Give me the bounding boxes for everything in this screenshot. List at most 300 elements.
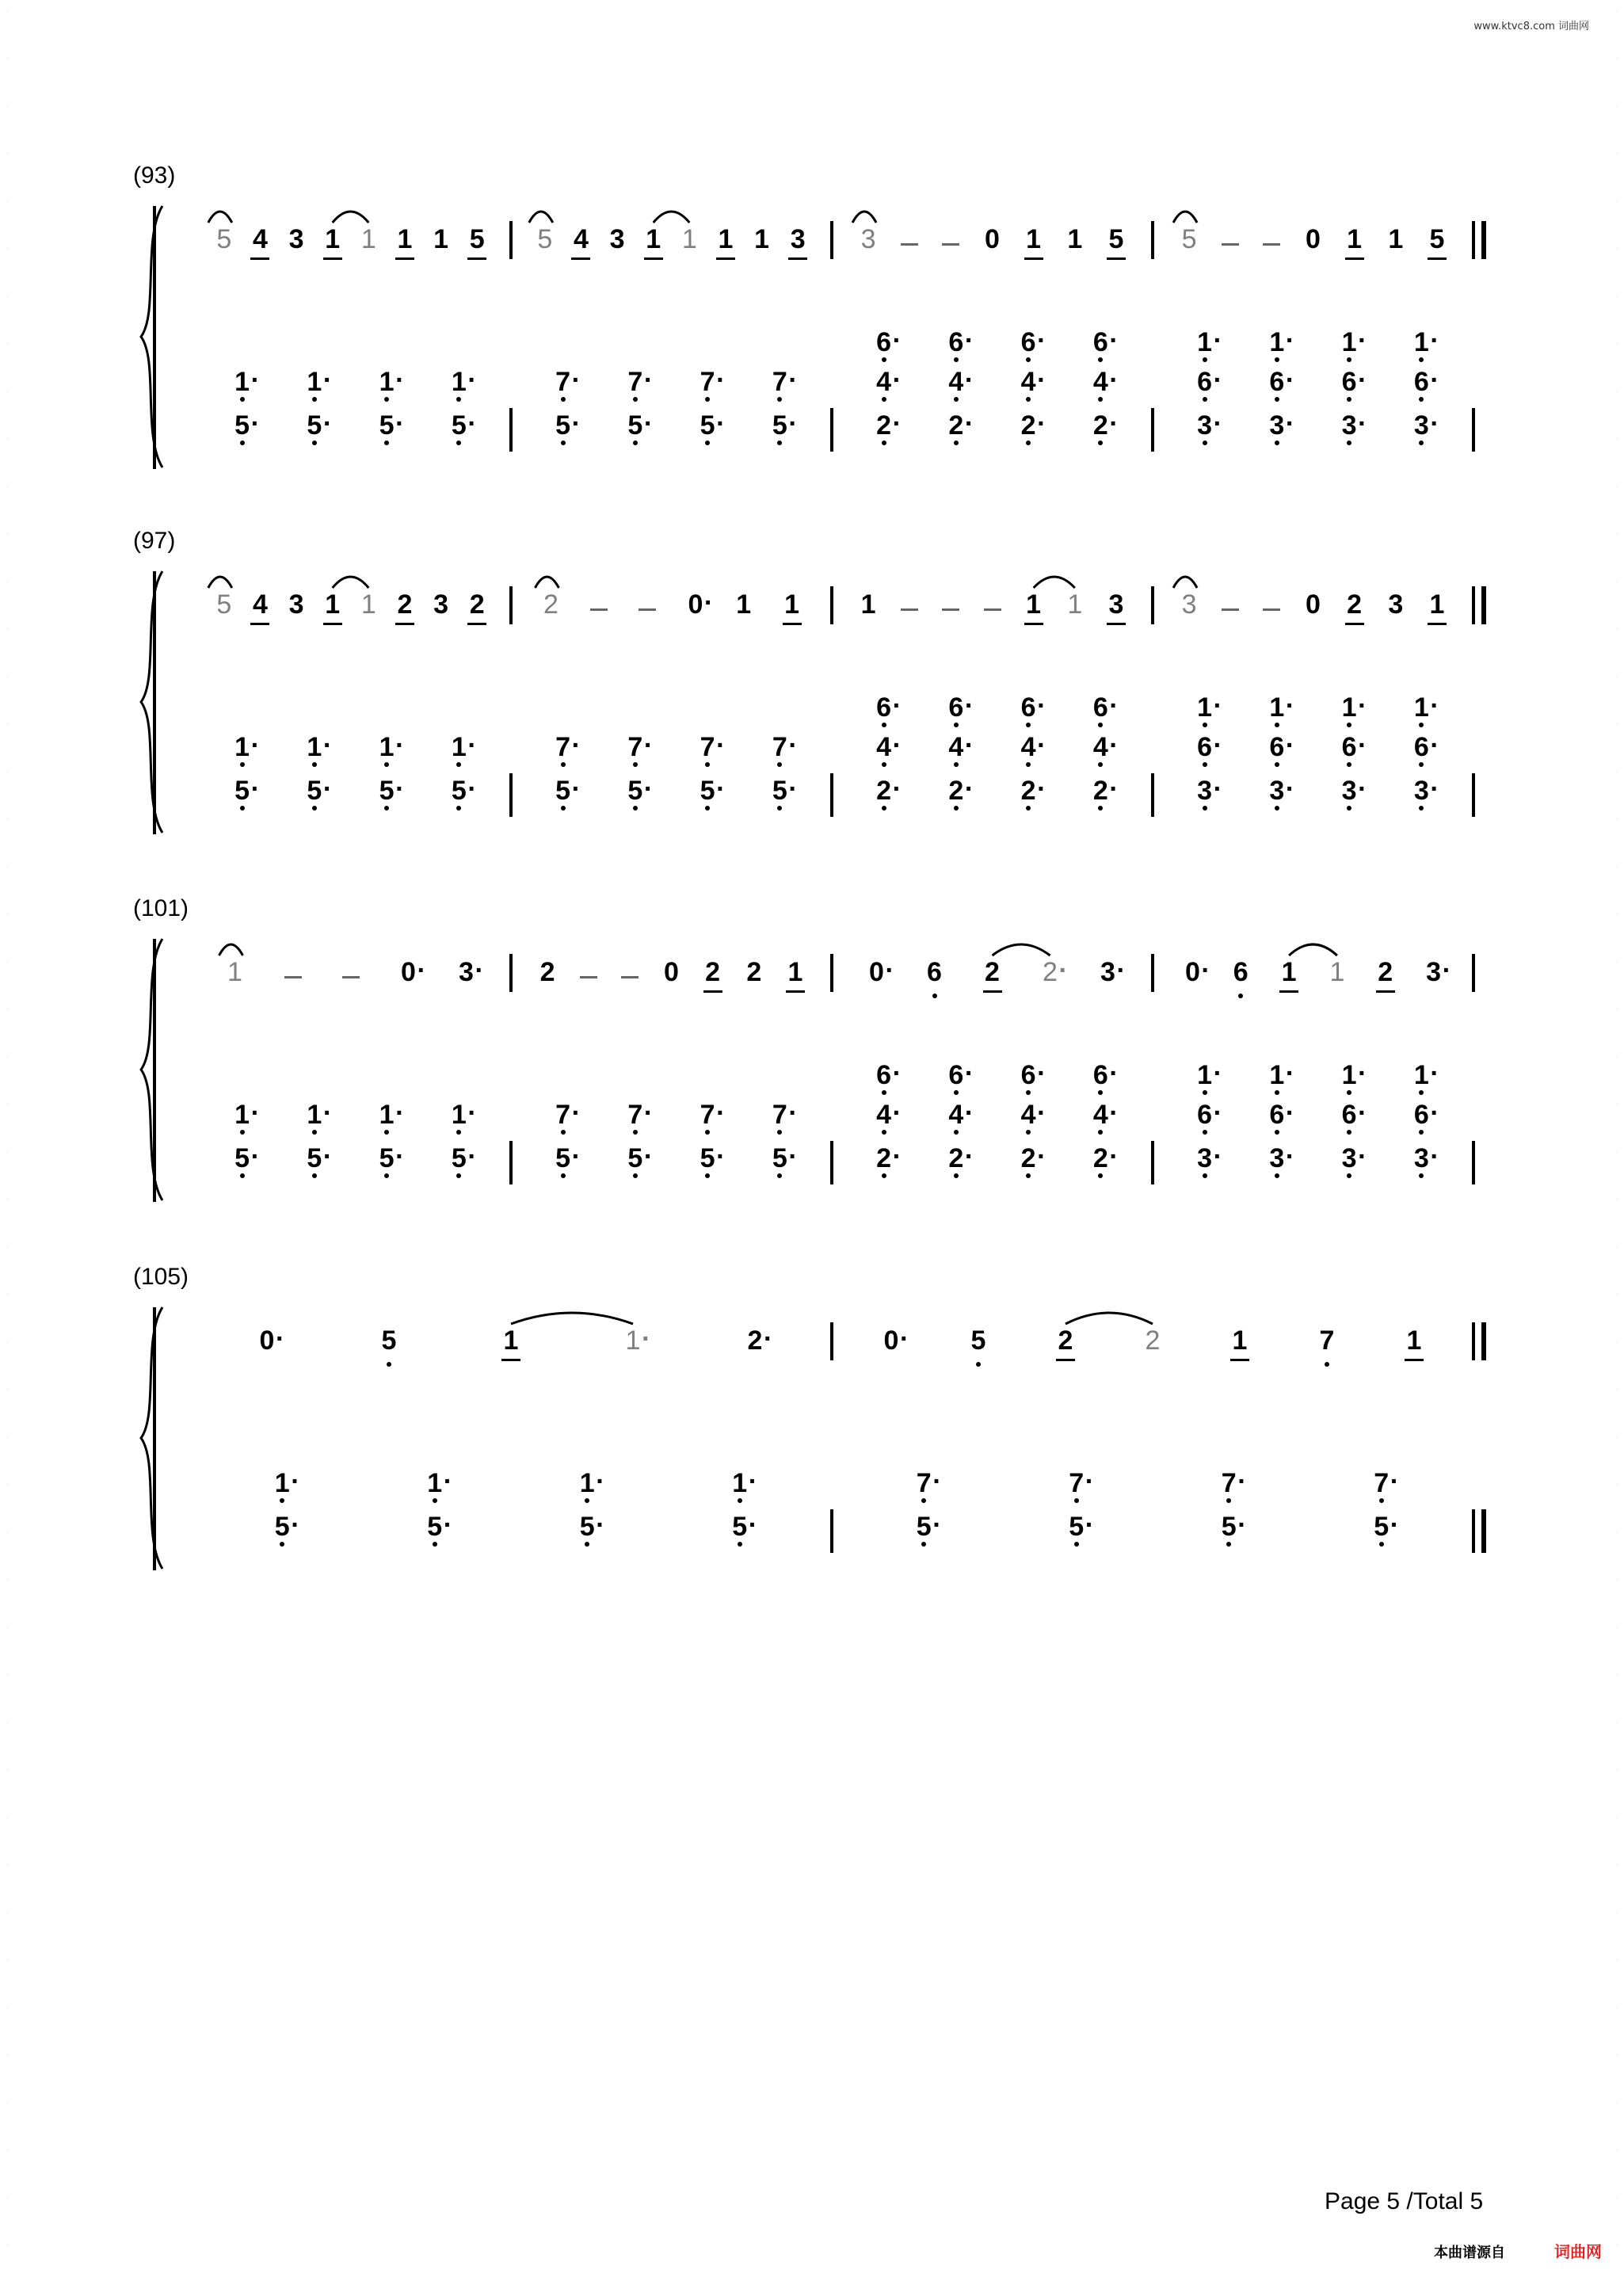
augmentation-dot: · (1116, 956, 1126, 986)
bass-note: 1 · (372, 1101, 401, 1128)
bass-note: 1 · (726, 1470, 754, 1497)
watermark-glyph: · (1615, 1719, 1618, 1727)
system-brace (141, 1307, 162, 1569)
augmentation-dot: · (1109, 1142, 1119, 1172)
bass-note: 7 · (549, 1101, 578, 1128)
watermark-glyph: · (6, 911, 9, 919)
bass-note: 5 · (300, 1145, 329, 1172)
augmentation-dot: · (964, 326, 974, 356)
bass-note: 5 · (1062, 1513, 1091, 1540)
melody-note: 5 (1102, 226, 1130, 253)
watermark-glyph: · (6, 769, 9, 776)
bass-note: 4 · (942, 734, 970, 761)
bass-note: 5 · (300, 777, 329, 804)
augmentation-dot: · (1285, 1058, 1295, 1089)
melody-note: 1 (1423, 591, 1451, 618)
melody-note: 2 (391, 591, 419, 618)
bass-note: 6 · (1191, 1101, 1219, 1128)
watermark-glyph: · (1615, 198, 1618, 206)
augmentation-dot: · (643, 1142, 654, 1172)
bass-note: 5 · (228, 412, 257, 439)
bass-note: 3 · (1407, 412, 1435, 439)
melody-note: 0 (664, 957, 679, 987)
bass-note: 1 · (444, 1101, 473, 1128)
augmentation-dot: · (1058, 956, 1068, 986)
bass-note: 6 · (1335, 1101, 1363, 1128)
tie-slur (1289, 944, 1337, 956)
bass-note: 7 · (693, 734, 722, 761)
bass-note: 2 · (870, 412, 898, 439)
watermark-glyph: · (1615, 1196, 1618, 1204)
bass-note: 7 · (909, 1470, 938, 1497)
bass-note: 6 · (1407, 1101, 1435, 1128)
bass-note: 6 · (1407, 368, 1435, 395)
bass-note: 5 · (444, 1145, 473, 1172)
melody-note: 5 (216, 224, 232, 254)
melody-note: 4 (246, 226, 274, 253)
bass-note: 2 · (1014, 777, 1043, 804)
watermark-glyph: · (6, 1006, 9, 1014)
tie-slur (208, 212, 232, 223)
melody-note: 1 (391, 226, 419, 253)
augmentation-dot: · (250, 1142, 260, 1172)
bass-note: 6 · (870, 1062, 898, 1089)
augmentation-dot: · (643, 1098, 654, 1128)
melody-note: 1 (1067, 224, 1083, 254)
augmentation-dot: · (764, 1324, 773, 1354)
augmentation-dot: · (964, 1058, 974, 1089)
augmentation-dot: · (1358, 691, 1367, 721)
bass-note: 5 · (693, 777, 722, 804)
watermark-glyph: · (1615, 55, 1618, 63)
bass-note: 3 · (1263, 412, 1291, 439)
watermark-glyph: · (6, 864, 9, 872)
augmentation-dot: · (964, 1142, 974, 1172)
bass-note: 7 · (549, 368, 578, 395)
watermark-glyph: · (6, 1149, 9, 1157)
watermark-glyph: · (1615, 2147, 1618, 2155)
augmentation-dot: · (395, 365, 405, 395)
bass-note: 6 · (942, 1062, 970, 1089)
augmentation-dot: · (1037, 1098, 1046, 1128)
augmentation-dot: · (892, 326, 902, 356)
bass-note: 5 · (621, 412, 650, 439)
augmentation-dot: · (1109, 730, 1119, 761)
augmentation-dot: · (322, 365, 333, 395)
watermark-glyph: · (1615, 2195, 1618, 2203)
augmentation-dot: · (1109, 409, 1119, 439)
watermark-glyph: · (1615, 864, 1618, 872)
augmentation-dot: · (932, 1467, 942, 1497)
watermark-glyph: · (1615, 816, 1618, 824)
system-brace (141, 571, 162, 833)
melody-note: 2 (539, 957, 555, 987)
watermark-glyph: · (1615, 1101, 1618, 1109)
melody-note: 0 · (883, 1324, 909, 1356)
augmentation-dot: · (250, 774, 260, 804)
augmentation-dot: · (643, 409, 654, 439)
bass-note: 5 · (726, 1513, 754, 1540)
bass-note: 2 · (870, 1145, 898, 1172)
watermark-glyph: · (6, 55, 9, 63)
melody-note: 5 (964, 1327, 993, 1354)
augmentation-dot: · (716, 365, 726, 395)
melody-note: 1 (497, 1327, 525, 1354)
bass-note: 3 · (1191, 1145, 1219, 1172)
bass-note: 4 · (1014, 368, 1043, 395)
augmentation-dot: · (475, 956, 484, 986)
source-label: 本曲谱源自 (1434, 2245, 1505, 2261)
melody-note: 1 (1020, 226, 1048, 253)
augmentation-dot: · (1285, 326, 1295, 356)
melody-note: 1 (711, 226, 740, 253)
melody-note: 1 (360, 224, 376, 254)
augmentation-dot: · (1213, 691, 1222, 721)
bass-note: 7 · (549, 734, 578, 761)
watermark-glyph: · (6, 1909, 9, 1917)
site-header[interactable]: www.ktvc8.com 词曲网 (1473, 21, 1589, 32)
bass-note: 1 · (300, 734, 329, 761)
augmentation-dot: · (1285, 774, 1295, 804)
bass-note: 1 · (1263, 694, 1291, 721)
augmentation-dot: · (1390, 1467, 1400, 1497)
augmentation-dot: · (1037, 774, 1046, 804)
watermark-glyph: · (6, 1339, 9, 1347)
augmentation-dot: · (892, 691, 902, 721)
watermark-glyph: · (6, 2242, 9, 2250)
bass-note: 6 · (1263, 1101, 1291, 1128)
bass-note: 5 · (444, 777, 473, 804)
tie-slur (208, 577, 232, 588)
bass-note: 7 · (621, 368, 650, 395)
augmentation-dot: · (892, 730, 902, 761)
bass-note: 5 · (421, 1513, 449, 1540)
watermark-glyph: · (1615, 388, 1618, 396)
bass-note: 1 · (444, 368, 473, 395)
watermark-glyph: · (6, 341, 9, 349)
melody-note: 3 (1102, 591, 1130, 618)
melody-note: 3 (433, 589, 449, 620)
watermark-glyph: · (6, 2052, 9, 2060)
melody-note: 2 (463, 591, 491, 618)
watermark-glyph: · (1615, 626, 1618, 634)
melody-note: 3 · (1100, 956, 1126, 987)
watermark-glyph: · (1615, 8, 1618, 16)
bass-note: 5 · (372, 412, 401, 439)
bass-note: 1 · (372, 734, 401, 761)
bass-note: 2 · (1086, 1145, 1115, 1172)
augmentation-dot: · (322, 1098, 333, 1128)
melody-note: 3 (288, 224, 304, 254)
bass-note: 1 · (372, 368, 401, 395)
system-brace (141, 939, 162, 1200)
watermark-glyph: · (1615, 1244, 1618, 1252)
augmentation-dot: · (1109, 365, 1119, 395)
watermark-glyph: · (1615, 1054, 1618, 1062)
bass-note: 4 · (942, 368, 970, 395)
watermark-glyph: · (6, 388, 9, 396)
bass-note: 7 · (765, 1101, 794, 1128)
watermark-glyph: · (1615, 1387, 1618, 1394)
watermark-glyph: · (1615, 1149, 1618, 1157)
melody-note: 3 · (1426, 956, 1451, 987)
melody-note: 1 (681, 224, 697, 254)
bass-note: 3 · (1335, 777, 1363, 804)
watermark-glyph: · (6, 1244, 9, 1252)
augmentation-dot: · (1430, 730, 1439, 761)
bass-note: 5 · (300, 412, 329, 439)
measure-number: (105) (133, 1264, 189, 1290)
watermark-glyph: · (1615, 1434, 1618, 1442)
augmentation-dot: · (900, 1324, 909, 1354)
augmentation-dot: · (748, 1510, 758, 1540)
augmentation-dot: · (1430, 326, 1439, 356)
watermark-glyph: · (1615, 1482, 1618, 1490)
watermark-glyph: · (1615, 959, 1618, 967)
augmentation-dot: · (892, 1142, 902, 1172)
bass-note: 2 · (942, 777, 970, 804)
bass-note: 2 · (942, 1145, 970, 1172)
tie-slur (333, 212, 369, 223)
augmentation-dot: · (1285, 730, 1295, 761)
augmentation-dot: · (1430, 1098, 1439, 1128)
augmentation-dot: · (716, 730, 726, 761)
watermark-glyph: · (6, 1957, 9, 1965)
melody-note: 1 (778, 591, 806, 618)
augmentation-dot: · (716, 774, 726, 804)
bass-note: 3 · (1407, 777, 1435, 804)
bass-note: 5 · (444, 412, 473, 439)
watermark-glyph: · (6, 151, 9, 158)
tie-slur (1034, 577, 1075, 588)
bass-note: 4 · (870, 734, 898, 761)
bass-note: 5 · (1367, 1513, 1396, 1540)
augmentation-dot: · (1390, 1510, 1400, 1540)
augmentation-dot: · (395, 774, 405, 804)
augmentation-dot: · (571, 774, 581, 804)
augmentation-dot: · (571, 365, 581, 395)
watermark-glyph: · (6, 626, 9, 634)
bass-note: 6 · (1335, 734, 1363, 761)
augmentation-dot: · (1430, 365, 1439, 395)
melody-note: 2 (1371, 959, 1400, 986)
augmentation-dot: · (885, 956, 894, 986)
watermark-glyph: · (1615, 1291, 1618, 1299)
augmentation-dot: · (1213, 1058, 1222, 1089)
melody-note: 4 (246, 591, 274, 618)
augmentation-dot: · (788, 365, 798, 395)
tie-slur (1173, 577, 1197, 588)
watermark-glyph: · (1615, 293, 1618, 301)
watermark-glyph: · (6, 959, 9, 967)
augmentation-dot: · (443, 1510, 453, 1540)
augmentation-dot: · (892, 365, 902, 395)
watermark-glyph: · (6, 198, 9, 206)
site-logo[interactable]: 词曲网 (1554, 2242, 1602, 2261)
watermark-glyph: · (1615, 1909, 1618, 1917)
augmentation-dot: · (291, 1510, 300, 1540)
bass-note: 5 · (765, 777, 794, 804)
bass-note: 7 · (621, 1101, 650, 1128)
watermark-glyph: · (1615, 1577, 1618, 1585)
augmentation-dot: · (1430, 691, 1439, 721)
augmentation-dot: · (467, 730, 477, 761)
watermark-glyph: · (1615, 2100, 1618, 2107)
augmentation-dot: · (964, 691, 974, 721)
tie-slur (219, 944, 243, 956)
watermark-glyph: · (1615, 341, 1618, 349)
augmentation-dot: · (703, 588, 714, 618)
melody-note: 5 (463, 226, 491, 253)
watermark-glyph: · (1615, 1672, 1618, 1680)
bass-note: 5 · (228, 777, 257, 804)
bass-note: 7 · (1214, 1470, 1243, 1497)
watermark-glyph: · (6, 1719, 9, 1727)
augmentation-dot: · (395, 409, 405, 439)
augmentation-dot: · (716, 409, 726, 439)
watermark-glyph: · (6, 816, 9, 824)
melody-note: 1 (1400, 1327, 1428, 1354)
augmentation-dot: · (1285, 365, 1295, 395)
augmentation-dot: · (1109, 326, 1119, 356)
bass-note: 7 · (621, 734, 650, 761)
bass-note: 1 · (300, 1101, 329, 1128)
augmentation-dot: · (571, 1142, 581, 1172)
augmentation-dot: · (1285, 1098, 1295, 1128)
augmentation-dot: · (322, 1142, 333, 1172)
bass-note: 3 · (1263, 777, 1291, 804)
bass-note: 3 · (1191, 412, 1219, 439)
augmentation-dot: · (1285, 409, 1295, 439)
augmentation-dot: · (467, 774, 477, 804)
augmentation-dot: · (1213, 1098, 1222, 1128)
bass-note: 6 · (870, 694, 898, 721)
melody-note: 3 (609, 224, 625, 254)
bass-note: 3 · (1335, 412, 1363, 439)
augmentation-dot: · (748, 1467, 758, 1497)
augmentation-dot: · (643, 365, 654, 395)
melody-note: 1 (227, 957, 242, 987)
bass-note: 5 · (765, 1145, 794, 1172)
melody-note: 0 · (688, 588, 714, 620)
watermark-glyph: · (1615, 2052, 1618, 2060)
augmentation-dot: · (1037, 365, 1046, 395)
augmentation-dot: · (467, 409, 477, 439)
augmentation-dot: · (1430, 774, 1439, 804)
augmentation-dot: · (788, 1142, 798, 1172)
augmentation-dot: · (964, 730, 974, 761)
augmentation-dot: · (643, 730, 654, 761)
augmentation-dot: · (571, 409, 581, 439)
augmentation-dot: · (596, 1467, 605, 1497)
melody-note: 3 (288, 589, 304, 620)
bass-note: 6 · (942, 694, 970, 721)
watermark-glyph: · (6, 721, 9, 729)
watermark-glyph: · (6, 2195, 9, 2203)
augmentation-dot: · (571, 1098, 581, 1128)
augmentation-dot: · (1213, 1142, 1222, 1172)
watermark-glyph: · (1615, 578, 1618, 586)
augmentation-dot: · (932, 1510, 942, 1540)
augmentation-dot: · (1213, 730, 1222, 761)
bass-note: 1 · (1335, 1062, 1363, 1089)
bass-note: 7 · (765, 734, 794, 761)
bass-note: 5 · (549, 412, 578, 439)
bass-note: 6 · (1086, 1062, 1115, 1089)
watermark-glyph: · (6, 1862, 9, 1870)
melody-note: 2 · (1043, 956, 1068, 987)
watermark-glyph: · (1615, 1624, 1618, 1632)
tie-slur (333, 577, 369, 588)
watermark-glyph: · (6, 8, 9, 16)
augmentation-dot: · (443, 1467, 453, 1497)
bass-note: 2 · (1014, 412, 1043, 439)
bass-note: 3 · (1191, 777, 1219, 804)
bass-note: 4 · (1014, 734, 1043, 761)
bass-note: 1 · (1407, 694, 1435, 721)
bass-note: 2 · (942, 412, 970, 439)
bass-note: 6 · (870, 329, 898, 356)
augmentation-dot: · (467, 365, 477, 395)
bass-note: 1 · (228, 368, 257, 395)
melody-note: 1 (1020, 591, 1048, 618)
watermark-glyph: · (1615, 1957, 1618, 1965)
watermark-glyph: · (1615, 721, 1618, 729)
watermark-glyph: · (6, 1672, 9, 1680)
augmentation-dot: · (250, 1098, 260, 1128)
watermark-glyph: · (1615, 103, 1618, 111)
augmentation-dot: · (1358, 1098, 1367, 1128)
melody-note: 3 (783, 226, 812, 253)
watermark-glyph: · (6, 1291, 9, 1299)
bass-note: 5 · (621, 1145, 650, 1172)
watermark-glyph: · (1615, 246, 1618, 254)
watermark-glyph: · (6, 483, 9, 491)
augmentation-dot: · (395, 1098, 405, 1128)
watermark-glyph: · (6, 1482, 9, 1490)
augmentation-dot: · (1037, 730, 1046, 761)
watermark-glyph: · (6, 1624, 9, 1632)
melody-note: 1 (360, 589, 376, 620)
tie-slur (1173, 212, 1197, 223)
tie-slur (511, 1313, 633, 1324)
bass-note: 6 · (1014, 694, 1043, 721)
watermark-glyph: · (1615, 436, 1618, 444)
augmentation-dot: · (788, 774, 798, 804)
melody-note: 0 · (259, 1324, 285, 1356)
bass-note: 1 · (573, 1470, 601, 1497)
bass-note: 4 · (1086, 1101, 1115, 1128)
measure-number: (97) (133, 528, 176, 554)
bass-note: 2 · (1086, 412, 1115, 439)
melody-note: 1 · (625, 1324, 651, 1356)
watermark-glyph: · (6, 1529, 9, 1537)
bass-note: 4 · (870, 1101, 898, 1128)
melody-note: 1 (1226, 1327, 1254, 1354)
bass-note: 5 · (765, 412, 794, 439)
watermark-glyph: · (6, 1814, 9, 1822)
bass-note: 5 · (268, 1513, 296, 1540)
augmentation-dot: · (1037, 326, 1046, 356)
augmentation-dot: · (1237, 1510, 1247, 1540)
bass-note: 6 · (1263, 368, 1291, 395)
melody-note: 2 (699, 959, 727, 986)
melody-note: 1 (433, 224, 449, 254)
bass-note: 5 · (549, 777, 578, 804)
bass-note: 1 · (1335, 329, 1363, 356)
melody-note: 1 (1329, 957, 1345, 987)
bass-note: 6 · (1086, 329, 1115, 356)
